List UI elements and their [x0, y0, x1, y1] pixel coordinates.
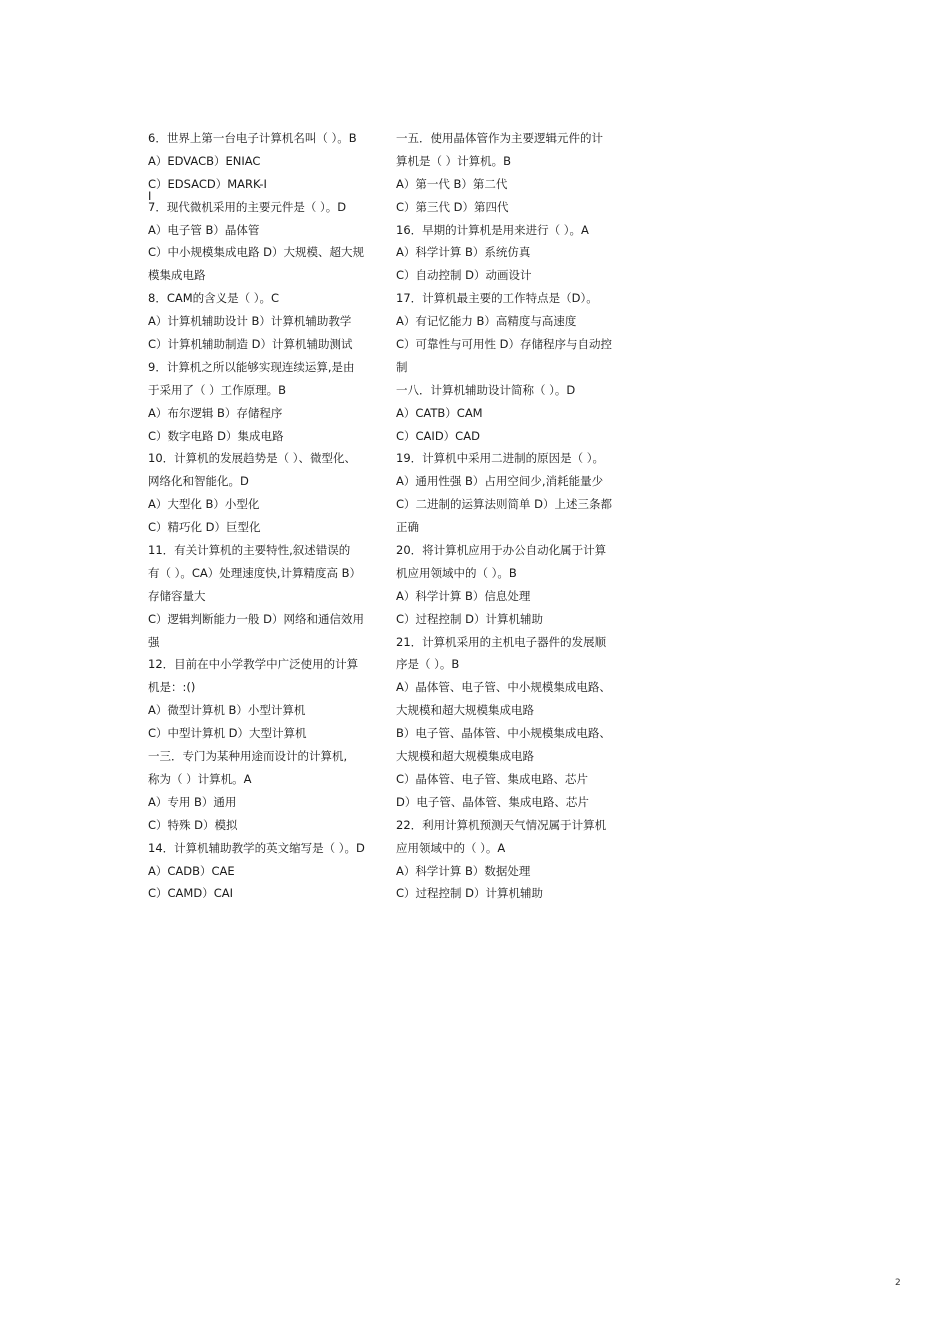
text-line: 21．计算机采用的主机电子器件的发展顺: [396, 634, 607, 649]
text-line: 有（ ）。CA）处理速度快,计算精度高 B）: [148, 565, 362, 580]
text-line: A）CADB）CAE: [148, 863, 235, 878]
text-line: C）计算机辅助制造 D）计算机辅助测试: [148, 337, 353, 352]
text-line: A）布尔逻辑 B）存储程序: [148, 405, 283, 420]
text-line: 大规模和超大规模集成电路: [396, 703, 534, 718]
text-line: 17．计算机最主要的工作特点是（D）。: [396, 291, 598, 306]
text-line: C）过程控制 D）计算机辅助: [396, 886, 544, 901]
text-line: C）中小规模集成电路 D）大规模、超大规: [148, 245, 365, 260]
text-line: C）过程控制 D）计算机辅助: [396, 611, 544, 626]
text-line: 算机是（ ）计算机。B: [396, 153, 512, 168]
text-line: A）科学计算 B）系统仿真: [396, 245, 531, 260]
left-column: [148, 127, 384, 905]
text-line: 10．计算机的发展趋势是（ ）、微型化、: [148, 451, 357, 466]
text-line: 一八．计算机辅助设计简称（ ）。D: [396, 382, 576, 397]
page-number: 2: [895, 1278, 901, 1288]
text-line: 制: [396, 359, 408, 374]
text-line: 正确: [396, 520, 419, 535]
text-line: C）第三代 D）第四代: [396, 199, 509, 214]
text-line: C）可靠性与可用性 D）存储程序与自动控: [396, 337, 613, 352]
text-line: 7．现代微机采用的主要元件是（ ）。D: [148, 199, 347, 214]
text-line: 20．将计算机应用于办公自动化属于计算: [396, 543, 607, 558]
text-line: A）专用 B）通用: [148, 794, 237, 809]
text-line: 6．世界上第一台电子计算机名叫（ ）。B: [148, 131, 357, 145]
text-line: A）有记忆能力 B）高精度与高速度: [396, 314, 577, 329]
text-line: 22．利用计算机预测天气情况属于计算机: [396, 817, 607, 832]
text-line: 一三．专门为某种用途而设计的计算机,: [148, 749, 348, 764]
text-line: 14．计算机辅助教学的英文缩写是（ ）。D: [148, 840, 365, 855]
text-line: C）精巧化 D）巨型化: [148, 520, 261, 535]
text-line: C）CAID）CAD: [396, 428, 480, 443]
text-line: 网络化和智能化。D: [148, 474, 249, 489]
text-line: 于采用了（ ）工作原理。B: [148, 382, 287, 397]
text-line: A）大型化 B）小型化: [148, 497, 260, 512]
text-line: 16．早期的计算机是用来进行（ ）。A: [396, 222, 589, 237]
text-line: C）特殊 D）模拟: [148, 817, 238, 832]
text-line: A）科学计算 B）数据处理: [396, 863, 531, 878]
text-line: 一五．使用晶体管作为主要逻辑元件的计: [396, 131, 603, 145]
text-line: 模集成电路: [148, 268, 206, 283]
text-line: A）第一代 B）第二代: [396, 176, 508, 191]
text-line: C）CAMD）CAI: [148, 886, 233, 901]
text-line: A）微型计算机 B）小型计算机: [148, 703, 306, 718]
text-line: 19．计算机中采用二进制的原因是（ ）。: [396, 451, 605, 466]
text-line: A）电子管 B）晶体管: [148, 222, 260, 237]
text-line: 机是：:(): [148, 680, 196, 695]
text-line: 11．有关计算机的主要特性,叙述错误的: [148, 543, 351, 558]
text-line: A）通用性强 B）占用空间少,消耗能量少: [396, 474, 604, 489]
text-line: C）数字电路 D）集成电路: [148, 428, 284, 443]
text-line: C）EDSACD）MARK-II: [148, 176, 267, 203]
text-line: 应用领域中的（ ）。A: [396, 840, 506, 855]
text-line: 9．计算机之所以能够实现连续运算,是由: [148, 359, 355, 374]
text-line: 存储容量大: [148, 588, 206, 603]
text-line: 12．目前在中小学教学中广泛使用的计算: [148, 657, 359, 672]
text-line: 8．CAM的含义是（ ）。C: [148, 291, 280, 306]
text-line: C）自动控制 D）动画设计: [396, 268, 532, 283]
right-column: [396, 127, 632, 905]
text-line: C）晶体管、电子管、集成电路、芯片: [396, 771, 589, 786]
text-line: D）电子管、晶体管、集成电路、芯片: [396, 794, 589, 809]
text-line: 强: [148, 634, 160, 649]
text-line: 称为（ ）计算机。A: [148, 771, 252, 786]
text-line: C）逻辑判断能力一般 D）网络和通信效用: [148, 611, 365, 626]
text-line: C）中型计算机 D）大型计算机: [148, 726, 307, 741]
text-line: 大规模和超大规模集成电路: [396, 749, 534, 764]
text-line: B）电子管、晶体管、中小规模集成电路、: [396, 726, 611, 741]
text-line: A）计算机辅助设计 B）计算机辅助教学: [148, 314, 352, 329]
text-line: A）科学计算 B）信息处理: [396, 588, 531, 603]
text-line: A）晶体管、电子管、中小规模集成电路、: [396, 680, 611, 695]
text-line: 机应用领域中的（ ）。B: [396, 565, 517, 580]
text-line: 序是（ ）。B: [396, 657, 460, 672]
text-line: C）二进制的运算法则简单 D）上述三条都: [396, 497, 613, 512]
text-line: A）EDVACB）ENIAC: [148, 153, 261, 168]
text-line: A）CATB）CAM: [396, 405, 483, 420]
